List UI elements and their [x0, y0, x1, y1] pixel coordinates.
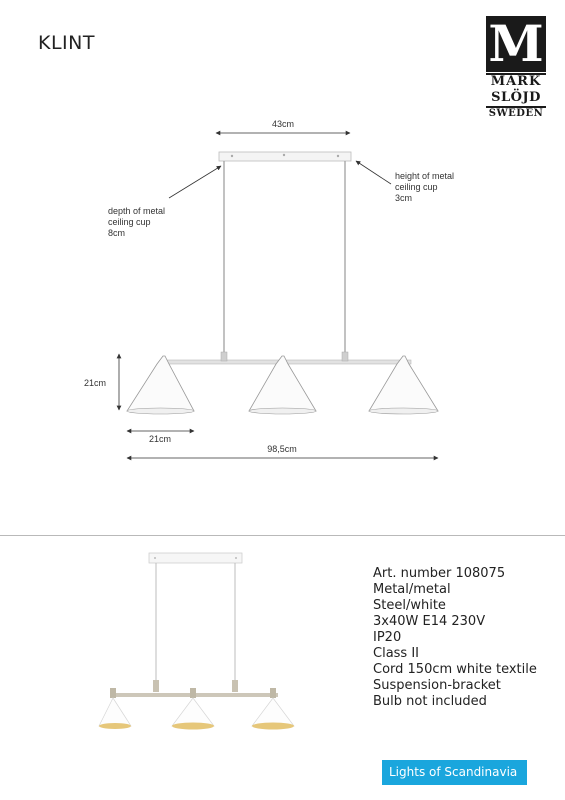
spec-item: Metal/metal — [373, 582, 451, 597]
height-label-1: height of metal — [395, 171, 455, 181]
canopy-screw — [283, 154, 285, 156]
lamp-shade-left — [127, 356, 194, 414]
spec-list — [373, 566, 537, 710]
spec-item: Class II — [373, 646, 420, 661]
depth-leader-line — [169, 166, 221, 198]
depth-label-2: ceiling cup — [108, 217, 151, 227]
product-title: KLINT — [38, 32, 95, 54]
shade-height-label: 21cm — [84, 378, 107, 388]
spec-item: IP20 — [373, 630, 402, 645]
lamp-shade-right — [369, 356, 438, 414]
spec-item: 3x40W E14 230V — [373, 614, 486, 629]
spec-item: Suspension-bracket — [373, 678, 501, 693]
depth-label-1: depth of metal — [108, 206, 166, 216]
height-label-2: ceiling cup — [395, 182, 438, 192]
logo-line-3: SWEDEN — [488, 108, 544, 119]
cord-clamp-right — [342, 352, 348, 361]
depth-label-3: 8cm — [108, 228, 126, 238]
logo-letter: M — [486, 16, 546, 72]
spec-item: Art. number 108075 — [373, 566, 506, 581]
section-divider — [0, 535, 565, 536]
shade-width-label: 21cm — [148, 434, 172, 444]
height-label-3: 3cm — [395, 193, 413, 203]
logo-line-2: SLÖJD — [491, 90, 541, 105]
footer-tagline: Lights of Scandinavia — [389, 765, 518, 779]
spec-item: Bulb not included — [373, 694, 487, 709]
canopy-width-label: 43cm — [271, 119, 295, 129]
cord-clamp-left — [221, 352, 227, 361]
logo-line-1: MARK — [490, 74, 542, 89]
ceiling-canopy — [219, 152, 351, 161]
product-photo — [95, 548, 325, 738]
canopy-screw — [337, 155, 339, 157]
height-leader-line — [356, 161, 391, 184]
canopy-screw — [231, 155, 233, 157]
spec-item: Steel/white — [373, 598, 446, 613]
spec-item: Cord 150cm white textile — [373, 662, 537, 677]
total-width-label: 98,5cm — [267, 444, 297, 454]
lamp-shade-center — [249, 356, 316, 414]
